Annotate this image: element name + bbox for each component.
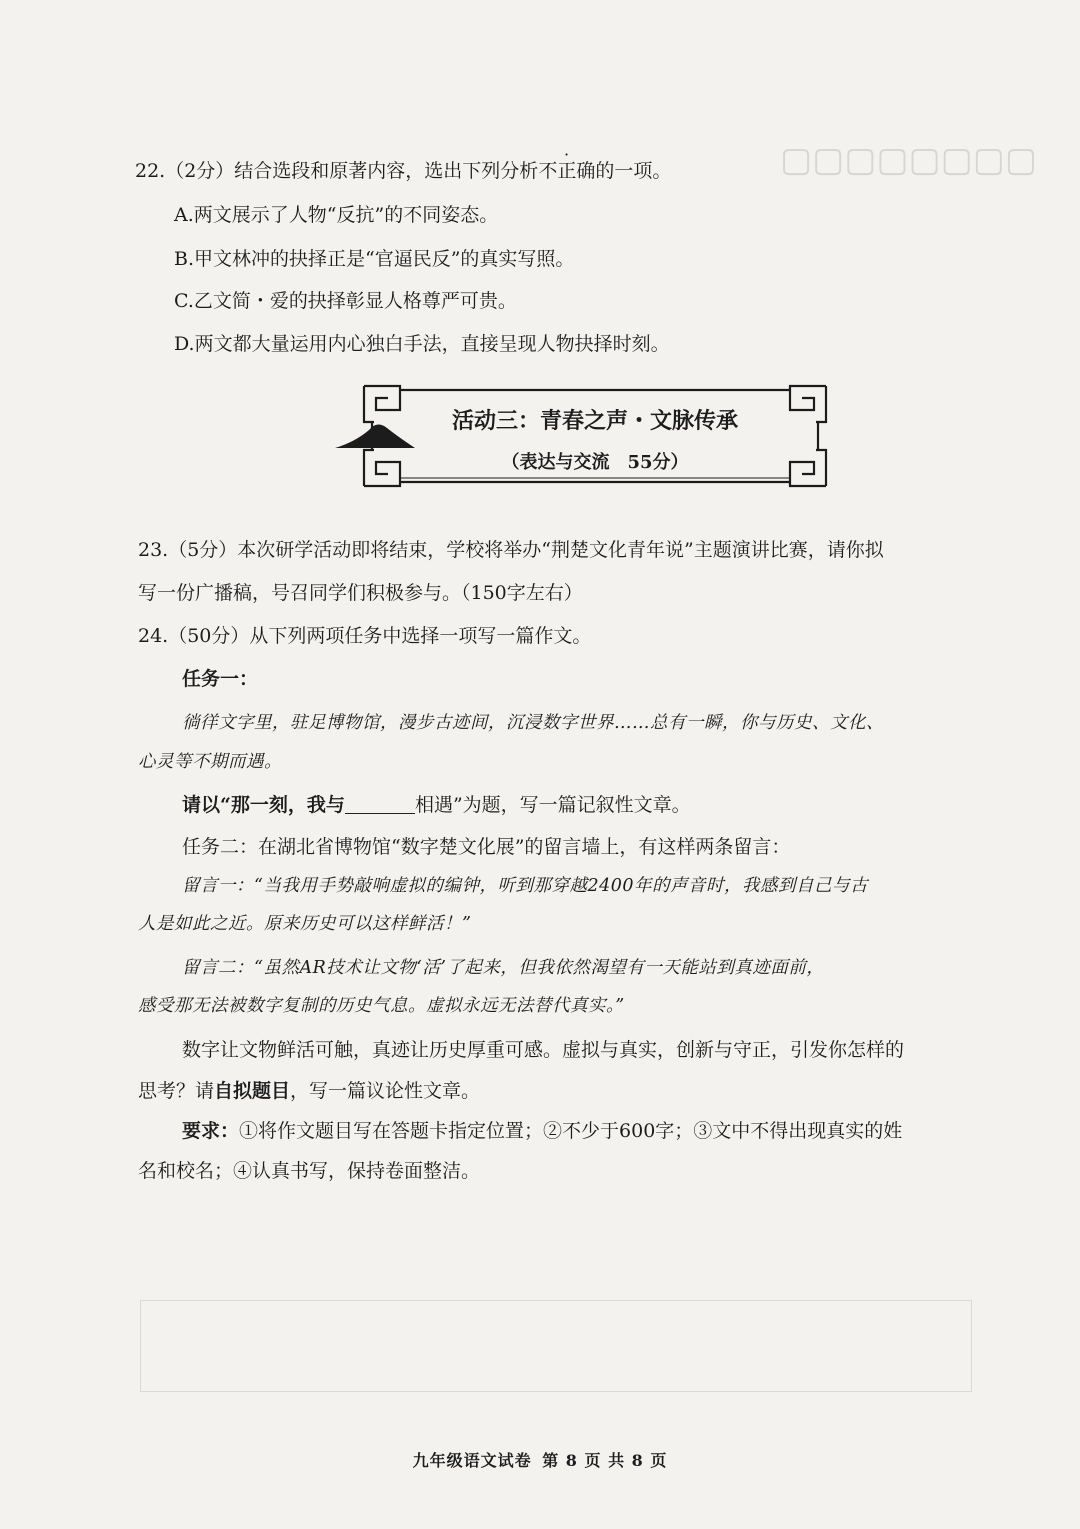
- title-blank: [345, 795, 415, 814]
- footer-exam-title: 九年级语文试卷: [412, 1451, 532, 1470]
- q23-line-1: 23.（5分）本次研学活动即将结束，学校将举办“荆楚文化青年说”主题演讲比赛，请你拟: [138, 539, 884, 561]
- q22-option-b: B.甲文林冲的抉择正是“官逼民反”的真实写照。: [174, 248, 575, 270]
- q23-line-2: 写一份广播稿，号召同学们积极参与。（150字左右）: [138, 582, 583, 604]
- message-2-line-2: 感受那无法被数字复制的历史气息。虚拟永远无法替代真实。”: [138, 996, 625, 1016]
- task1-prompt: [182, 794, 691, 817]
- task1-label: 任务一：: [182, 668, 259, 690]
- page-footer: [0, 1448, 1080, 1471]
- task1-prompt-post: 相遇”为题，写一篇记叙性文章。: [414, 794, 691, 816]
- q22-stem-text: 22.（2分）结合选段和原著内容，选出下列分析: [135, 160, 539, 182]
- q22-stem: [135, 160, 671, 183]
- banner-subtitle: （表达与交流 55分）: [501, 452, 689, 473]
- requirements-text-1: ①将作文题目写在答题卡指定位置；②不少于600字；③文中不得出现真实的姓: [239, 1120, 903, 1142]
- task2-line-2-pre: 思考？请: [138, 1080, 215, 1102]
- task2-line-1: 数字让文物鲜活可触，真迹让历史厚重可感。虚拟与真实，创新与守正，引发你怎样的: [182, 1039, 905, 1061]
- q22-option-d: D.两文都大量运用内心独白手法，直接呈现人物抉择时刻。: [174, 333, 670, 355]
- message-1-line-2: 人是如此之近。原来历史可以这样鲜活！”: [138, 914, 472, 934]
- banner-title: 活动三：青春之声・文脉传承: [451, 408, 738, 434]
- q22-option-a: A.两文展示了人物“反抗”的不同姿态。: [174, 204, 499, 226]
- q22-option-c: C.乙文简・爱的抉择彰显人格尊严可贵。: [174, 290, 517, 312]
- q24-stem: 24.（50分）从下列两项任务中选择一项写一篇作文。: [138, 625, 592, 647]
- requirements-line-1: [182, 1120, 902, 1143]
- task2-line-2: [138, 1080, 480, 1103]
- bleed-through-mark: ▢▢▢▢▢▢▢▢: [780, 140, 1037, 180]
- task1-prompt-pre: 请以“那一刻，我与: [182, 794, 345, 816]
- task1-material-line-1: 徜徉文字里，驻足博物馆，漫步古迹间，沉浸数字世界……总有一瞬，你与历史、文化、: [182, 713, 884, 733]
- q22-stem-emphasis: 不正确: [538, 160, 596, 182]
- message-1-line-1: 留言一：“当我用手势敲响虚拟的编钟，听到那穿越2400年的声音时，我感到自己与古: [182, 876, 868, 896]
- footer-page-number: 第 8 页 共 8 页: [542, 1451, 668, 1470]
- requirements-line-2: 名和校名；④认真书写，保持卷面整洁。: [138, 1160, 481, 1182]
- requirements-label: 要求：: [182, 1120, 240, 1142]
- task2-line-2-post: ，写一篇议论性文章。: [290, 1080, 481, 1102]
- task1-material-line-2: 心灵等不期而遇。: [138, 752, 282, 772]
- bleed-through-mark: [140, 1300, 972, 1392]
- message-2-line-1: 留言二：“虽然AR技术让文物‘活’了起来，但我依然渴望有一天能站到真迹面前，: [182, 958, 825, 978]
- activity-banner: [360, 382, 830, 490]
- q22-stem-text-end: 的一项。: [595, 160, 672, 182]
- task2-intro: 任务二：在湖北省博物馆“数字楚文化展”的留言墙上，有这样两条留言：: [182, 836, 791, 858]
- self-title-emphasis: 自拟题目: [214, 1080, 291, 1102]
